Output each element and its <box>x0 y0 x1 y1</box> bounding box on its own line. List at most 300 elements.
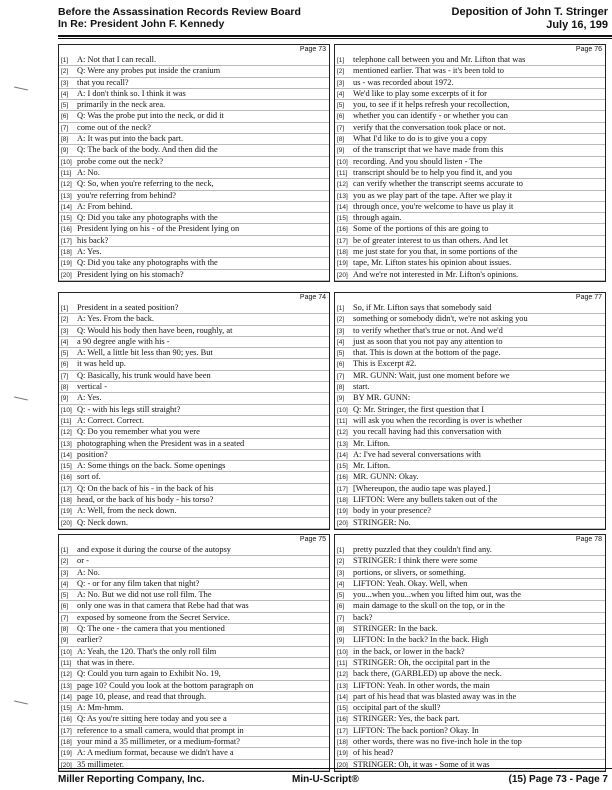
line-text: through once, you're welcome to have us play it <box>353 201 514 211</box>
transcript-line <box>59 624 329 635</box>
line-number: [6] <box>337 361 345 369</box>
line-number: [10] <box>61 406 72 414</box>
line-number: [20] <box>337 271 348 279</box>
line-text: or - <box>77 556 89 566</box>
transcript-line <box>335 303 605 314</box>
transcript-line <box>335 382 605 393</box>
line-text: his back? <box>77 235 109 245</box>
punch-mark <box>14 397 28 401</box>
transcript-line <box>335 168 605 179</box>
line-number: [1] <box>61 547 69 554</box>
transcript-line <box>59 145 329 156</box>
line-number: [13] <box>337 682 348 690</box>
line-text: Q: Mr. Stringer, the first question that I <box>353 404 485 414</box>
line-number: [17] <box>61 727 72 735</box>
line-text: A: I've had several conversations with <box>353 449 481 459</box>
line-text: you recall having had this conversation with <box>353 427 502 437</box>
page-number: Page 75 <box>299 536 326 543</box>
line-number: [14] <box>337 203 348 211</box>
line-number: [2] <box>337 558 345 566</box>
line-text: it was held up. <box>77 359 126 369</box>
line-number: [7] <box>61 614 69 622</box>
line-number: [4] <box>337 580 345 588</box>
line-text <box>353 281 519 282</box>
line-number: [13] <box>337 192 348 200</box>
footer-page-range: (15) Page 73 - Page 7 <box>508 774 608 785</box>
line-text: Mr. Lifton. <box>353 438 390 448</box>
transcript-line <box>335 393 605 404</box>
line-text <box>77 529 142 530</box>
line-text: page 10? Could you look at the bottom paragraph on <box>77 680 254 690</box>
page-panel <box>334 44 606 282</box>
line-text: STRINGER: Yes, the back part. <box>353 714 460 724</box>
transcript-line <box>335 450 605 461</box>
line-number: [4] <box>61 338 69 346</box>
transcript-line <box>335 89 605 100</box>
footer-format: Min-U-Script® <box>292 774 359 785</box>
header-left <box>58 6 301 30</box>
transcript-line <box>335 506 605 517</box>
line-number: [15] <box>337 215 348 223</box>
transcript-line <box>59 771 329 772</box>
line-text: vertical - <box>77 382 107 392</box>
line-text: A: Yeah, the 120. That's the only roll film <box>77 646 217 656</box>
line-text: A: No. <box>77 567 100 577</box>
transcript-line <box>59 439 329 450</box>
transcript-lines <box>335 55 605 282</box>
transcript-line <box>59 760 329 771</box>
line-text: only one was in that camera that Rebe had that was <box>77 601 249 611</box>
transcript-line <box>335 635 605 646</box>
transcript-line <box>335 484 605 495</box>
line-text: come out of the neck? <box>77 122 151 132</box>
line-number: [19] <box>61 508 72 516</box>
line-text: Q: Could you turn again to Exhibit No. 19, <box>77 669 221 679</box>
line-text: sort of. <box>77 472 101 482</box>
line-number: [1] <box>61 305 69 312</box>
transcript-line <box>59 247 329 258</box>
transcript-line <box>59 416 329 427</box>
line-number: [3] <box>61 327 69 335</box>
transcript-line <box>335 556 605 567</box>
line-number: [16] <box>61 226 72 234</box>
line-number: [13] <box>337 440 348 448</box>
line-number: [13] <box>61 192 72 200</box>
line-number: [17] <box>337 237 348 245</box>
transcript-line <box>335 111 605 122</box>
transcript-line <box>59 590 329 601</box>
footer-company: Miller Reporting Company, Inc. <box>58 774 205 785</box>
transcript-line <box>335 281 605 282</box>
line-number: [16] <box>337 474 348 482</box>
line-number: [16] <box>337 226 348 234</box>
line-number: [8] <box>61 136 69 144</box>
line-number: [6] <box>337 113 345 121</box>
transcript-line <box>59 314 329 325</box>
transcript-line <box>335 405 605 416</box>
line-text: Q: Was the probe put into the neck, or did it <box>77 111 224 121</box>
line-number: [11] <box>61 659 72 667</box>
transcript-line <box>59 472 329 483</box>
transcript-line <box>335 737 605 748</box>
transcript-line <box>59 450 329 461</box>
line-number: [18] <box>61 497 72 505</box>
transcript-line <box>335 134 605 145</box>
line-text: Q: - with his legs still straight? <box>77 404 181 414</box>
line-text: This is Excerpt #2. <box>353 359 417 369</box>
line-number: [14] <box>61 693 72 701</box>
line-number: [20] <box>61 519 72 527</box>
line-text: LIFTON: Yeah. Okay. Well, when <box>353 578 468 588</box>
line-text: other words, there was no five-inch hole in the top <box>353 737 522 747</box>
line-number: [8] <box>337 136 345 144</box>
transcript-line <box>59 692 329 703</box>
transcript-line <box>59 123 329 134</box>
line-number: [18] <box>61 249 72 257</box>
page-number: Page 77 <box>575 294 602 301</box>
line-text: Q: So, when you're referring to the neck, <box>77 179 214 189</box>
transcript-line <box>335 427 605 438</box>
page-panel <box>58 534 330 772</box>
transcript-line <box>335 78 605 89</box>
transcript-line <box>59 359 329 370</box>
page-panel <box>58 44 330 282</box>
transcript-line <box>59 382 329 393</box>
line-text: MR. GUNN: Okay. <box>353 472 419 482</box>
line-text: President in a seated position? <box>77 303 179 312</box>
transcript-line <box>59 658 329 669</box>
line-text: So, if Mr. Lifton says that somebody said <box>353 303 492 312</box>
line-text: start. <box>353 382 370 392</box>
line-text: A: A medium format, because we didn't have a <box>77 748 234 758</box>
line-number: [4] <box>61 90 69 98</box>
transcript-line <box>59 258 329 269</box>
line-text: body in your presence? <box>353 506 431 516</box>
line-text <box>77 771 225 772</box>
line-text: A: Yes. <box>77 393 102 403</box>
transcript-line <box>335 157 605 168</box>
line-text: LIFTON: Yeah. In other words, the main <box>353 680 490 690</box>
transcript-line <box>59 100 329 111</box>
line-number: [9] <box>337 147 345 155</box>
line-number: [5] <box>337 102 345 110</box>
line-text: BY MR. GUNN: <box>353 393 411 403</box>
line-number: [17] <box>337 727 348 735</box>
transcript-line <box>335 213 605 224</box>
line-number: [20] <box>61 271 72 279</box>
line-text: will ask you when the recording is over is whether <box>353 415 523 425</box>
line-number: [18] <box>61 739 72 747</box>
line-text: you, to see if it helps refresh your recollection, <box>353 100 510 110</box>
line-number: [18] <box>337 739 348 747</box>
line-number: [4] <box>61 580 69 588</box>
line-number: [5] <box>61 592 69 600</box>
page-panel <box>334 292 606 530</box>
line-text: me just state for you that, in some portions of the <box>353 247 518 257</box>
line-text: STRINGER: No. <box>353 517 411 527</box>
line-text: exposed by someone from the Secret Service. <box>77 612 230 622</box>
transcript-line <box>59 337 329 348</box>
line-number: [5] <box>337 592 345 600</box>
line-number: [8] <box>61 384 69 392</box>
line-text: main damage to the skull on the top, or in the <box>353 601 505 611</box>
line-text: you're referring from behind? <box>77 190 176 200</box>
line-text: probe come out the neck? <box>77 156 164 166</box>
line-text: President lying on his stomach? <box>77 269 184 279</box>
line-number: [15] <box>337 463 348 471</box>
line-text: STRINGER: I think there were some <box>353 556 478 566</box>
transcript-line <box>335 55 605 66</box>
line-text: of his head? <box>353 748 394 758</box>
line-number: [19] <box>337 508 348 516</box>
line-text: We'd like to play some excerpts of it for <box>353 88 487 98</box>
line-number: [6] <box>61 603 69 611</box>
line-number: [15] <box>61 215 72 223</box>
page-number: Page 73 <box>299 46 326 53</box>
line-number: [3] <box>337 327 345 335</box>
line-number: [6] <box>337 603 345 611</box>
transcript-line <box>59 529 329 530</box>
line-number: [9] <box>61 147 69 155</box>
transcript-line <box>59 179 329 190</box>
header-rule <box>58 35 612 37</box>
line-number: [13] <box>61 440 72 448</box>
transcript-line <box>335 658 605 669</box>
line-number: [1] <box>337 547 345 554</box>
line-number: [6] <box>61 361 69 369</box>
line-number: [4] <box>337 90 345 98</box>
line-text: A: Mm-hmm. <box>77 703 124 713</box>
transcript-grid <box>58 44 610 769</box>
transcript-line <box>335 100 605 111</box>
line-text <box>77 281 121 282</box>
line-number: [2] <box>61 68 69 76</box>
line-text: Some of the portions of this are going to <box>353 224 489 234</box>
header-right <box>452 6 608 32</box>
transcript-line <box>335 224 605 235</box>
line-number: [9] <box>337 395 345 403</box>
line-text: earlier? <box>77 635 103 645</box>
line-number: [12] <box>337 429 348 437</box>
transcript-line <box>335 726 605 737</box>
line-text: What I'd like to do is to give you a copy <box>353 134 488 144</box>
transcript-line <box>335 371 605 382</box>
line-number: [5] <box>61 350 69 358</box>
transcript-line <box>59 681 329 692</box>
line-number: [8] <box>61 626 69 634</box>
transcript-line <box>335 495 605 506</box>
line-text: something or somebody didn't, we're not asking you <box>353 314 528 324</box>
line-number: [5] <box>61 102 69 110</box>
line-number: [1] <box>61 57 69 64</box>
line-text: A: No. <box>77 167 100 177</box>
transcript-line <box>59 405 329 416</box>
transcript-line <box>59 579 329 590</box>
line-text: verify that the conversation took place or not. <box>353 122 506 132</box>
line-text: LIFTON: The back portion? Okay. In <box>353 725 479 735</box>
transcript-line <box>335 760 605 771</box>
line-number: [12] <box>61 181 72 189</box>
transcript-line <box>59 545 329 556</box>
transcript-line <box>335 258 605 269</box>
transcript-line <box>335 579 605 590</box>
line-text: LIFTON: In the back? In the back. High <box>353 635 489 645</box>
line-number: [2] <box>337 68 345 76</box>
line-text: Q: The back of the body. And then did the <box>77 145 218 155</box>
line-number: [7] <box>337 372 345 380</box>
line-text: A: I don't think so. I think it was <box>77 88 186 98</box>
line-text: Q: - or for any film taken that night? <box>77 578 200 588</box>
transcript-line <box>335 669 605 680</box>
line-text <box>353 771 515 772</box>
transcript-line <box>335 270 605 281</box>
line-number: [10] <box>337 406 348 414</box>
transcript-line <box>335 714 605 725</box>
page-number: Page 76 <box>575 46 602 53</box>
line-text: and expose it during the course of the autopsy <box>77 545 231 554</box>
transcript-line <box>59 484 329 495</box>
line-number: [16] <box>61 716 72 724</box>
line-text: Q: Did you take any photographs with the <box>77 213 218 223</box>
transcript-line <box>59 168 329 179</box>
header-rule-thin <box>58 38 612 39</box>
page-number: Page 78 <box>575 536 602 543</box>
line-text: STRINGER: In the back. <box>353 624 438 634</box>
transcript-line <box>335 461 605 472</box>
transcript-line <box>335 236 605 247</box>
line-text: transcript should be to help you find it, and you <box>353 167 513 177</box>
line-text: reference to a small camera, would that prompt in <box>77 725 244 735</box>
transcript-lines <box>335 545 605 772</box>
line-number: [17] <box>61 485 72 493</box>
line-number: [10] <box>337 648 348 656</box>
line-text: through again. <box>353 213 402 223</box>
header-case: In Re: President John F. Kennedy <box>58 18 225 30</box>
line-number: [16] <box>337 716 348 724</box>
transcript-lines <box>335 303 605 530</box>
line-number: [13] <box>61 682 72 690</box>
line-text: portions, or slivers, or something. <box>353 567 466 577</box>
transcript-line <box>59 748 329 759</box>
line-text: head, or the back of his body - his torso? <box>77 495 214 505</box>
transcript-line <box>335 613 605 624</box>
transcript-line <box>59 669 329 680</box>
transcript-line <box>59 568 329 579</box>
transcript-line <box>335 529 605 530</box>
line-number: [19] <box>61 750 72 758</box>
transcript-line <box>335 568 605 579</box>
line-text: photographing when the President was in a seated <box>77 438 245 448</box>
line-text: back there, (GARBLED) up above the neck. <box>353 669 502 679</box>
transcript-line <box>59 635 329 646</box>
line-number: [12] <box>61 429 72 437</box>
line-number: [9] <box>61 395 69 403</box>
line-text: STRINGER: Oh, it was - Some of it was <box>353 759 490 769</box>
transcript-lines <box>59 55 329 282</box>
transcript-line <box>335 66 605 77</box>
transcript-line <box>59 270 329 281</box>
line-number: [3] <box>337 569 345 577</box>
line-text: to verify whether that's true or not. And we'd <box>353 325 503 335</box>
line-text: position? <box>77 449 108 459</box>
page-panel <box>334 534 606 772</box>
transcript-lines <box>59 303 329 530</box>
page-number: Page 74 <box>299 294 326 301</box>
transcript-line <box>335 337 605 348</box>
transcript-line <box>335 545 605 556</box>
line-number: [15] <box>61 463 72 471</box>
line-number: [12] <box>337 181 348 189</box>
transcript-line <box>335 123 605 134</box>
transcript-line <box>335 472 605 483</box>
line-text: recording. And you should listen - The <box>353 156 483 166</box>
line-text: A: Well, a little bit less than 90; yes. But <box>77 348 213 358</box>
line-number: [11] <box>61 417 72 425</box>
transcript-line <box>59 737 329 748</box>
transcript-line <box>59 601 329 612</box>
line-text: [Whereupon, the audio tape was played.] <box>353 483 491 493</box>
punch-mark <box>14 87 28 91</box>
line-number: [16] <box>61 474 72 482</box>
header-board: Before the Assassination Records Review Board <box>58 6 301 18</box>
line-text: Q: Neck down. <box>77 517 128 527</box>
line-number: [14] <box>61 451 72 459</box>
line-text: primarily in the neck area. <box>77 100 166 110</box>
line-text: pretty puzzled that they couldn't find any. <box>353 545 492 554</box>
line-text: Q: As you're sitting here today and you see a <box>77 714 227 724</box>
line-text: 35 millimeter. <box>77 759 124 769</box>
transcript-line <box>335 179 605 190</box>
line-text: A: Yes. <box>77 247 102 257</box>
line-text: A: No. But we did not use roll film. The <box>77 590 212 600</box>
transcript-line <box>335 703 605 714</box>
transcript-line <box>59 427 329 438</box>
line-number: [17] <box>337 485 348 493</box>
transcript-line <box>335 748 605 759</box>
transcript-line <box>59 506 329 517</box>
line-text: MR. GUNN: Wait, just one moment before we <box>353 370 510 380</box>
line-text <box>353 529 490 530</box>
line-number: [12] <box>61 671 72 679</box>
line-number: [11] <box>337 169 348 177</box>
transcript-line <box>59 236 329 247</box>
line-number: [14] <box>337 693 348 701</box>
line-text: occipital part of the skull? <box>353 703 441 713</box>
transcript-line <box>59 393 329 404</box>
line-text: A: From behind. <box>77 201 133 211</box>
transcript-line <box>59 371 329 382</box>
footer-rule <box>58 768 612 769</box>
transcript-line <box>59 348 329 359</box>
transcript-line <box>335 145 605 156</box>
line-number: [20] <box>337 519 348 527</box>
line-text: be of greater interest to us than others. And let <box>353 235 508 245</box>
line-number: [11] <box>337 659 348 667</box>
transcript-line <box>59 66 329 77</box>
line-number: [8] <box>337 384 345 392</box>
line-text: A: It was put into the back part. <box>77 134 184 144</box>
transcript-line <box>59 89 329 100</box>
line-text: Q: Do you remember what you were <box>77 427 200 437</box>
transcript-line <box>59 613 329 624</box>
line-text: that. This is down at the bottom of the page. <box>353 348 501 358</box>
line-number: [3] <box>61 569 69 577</box>
transcript-line <box>335 416 605 427</box>
transcript-line <box>59 647 329 658</box>
transcript-line <box>335 647 605 658</box>
header-deposition: Deposition of John T. Stringer <box>451 6 608 18</box>
line-text: part of his head that was blasted away was in the <box>353 691 517 701</box>
